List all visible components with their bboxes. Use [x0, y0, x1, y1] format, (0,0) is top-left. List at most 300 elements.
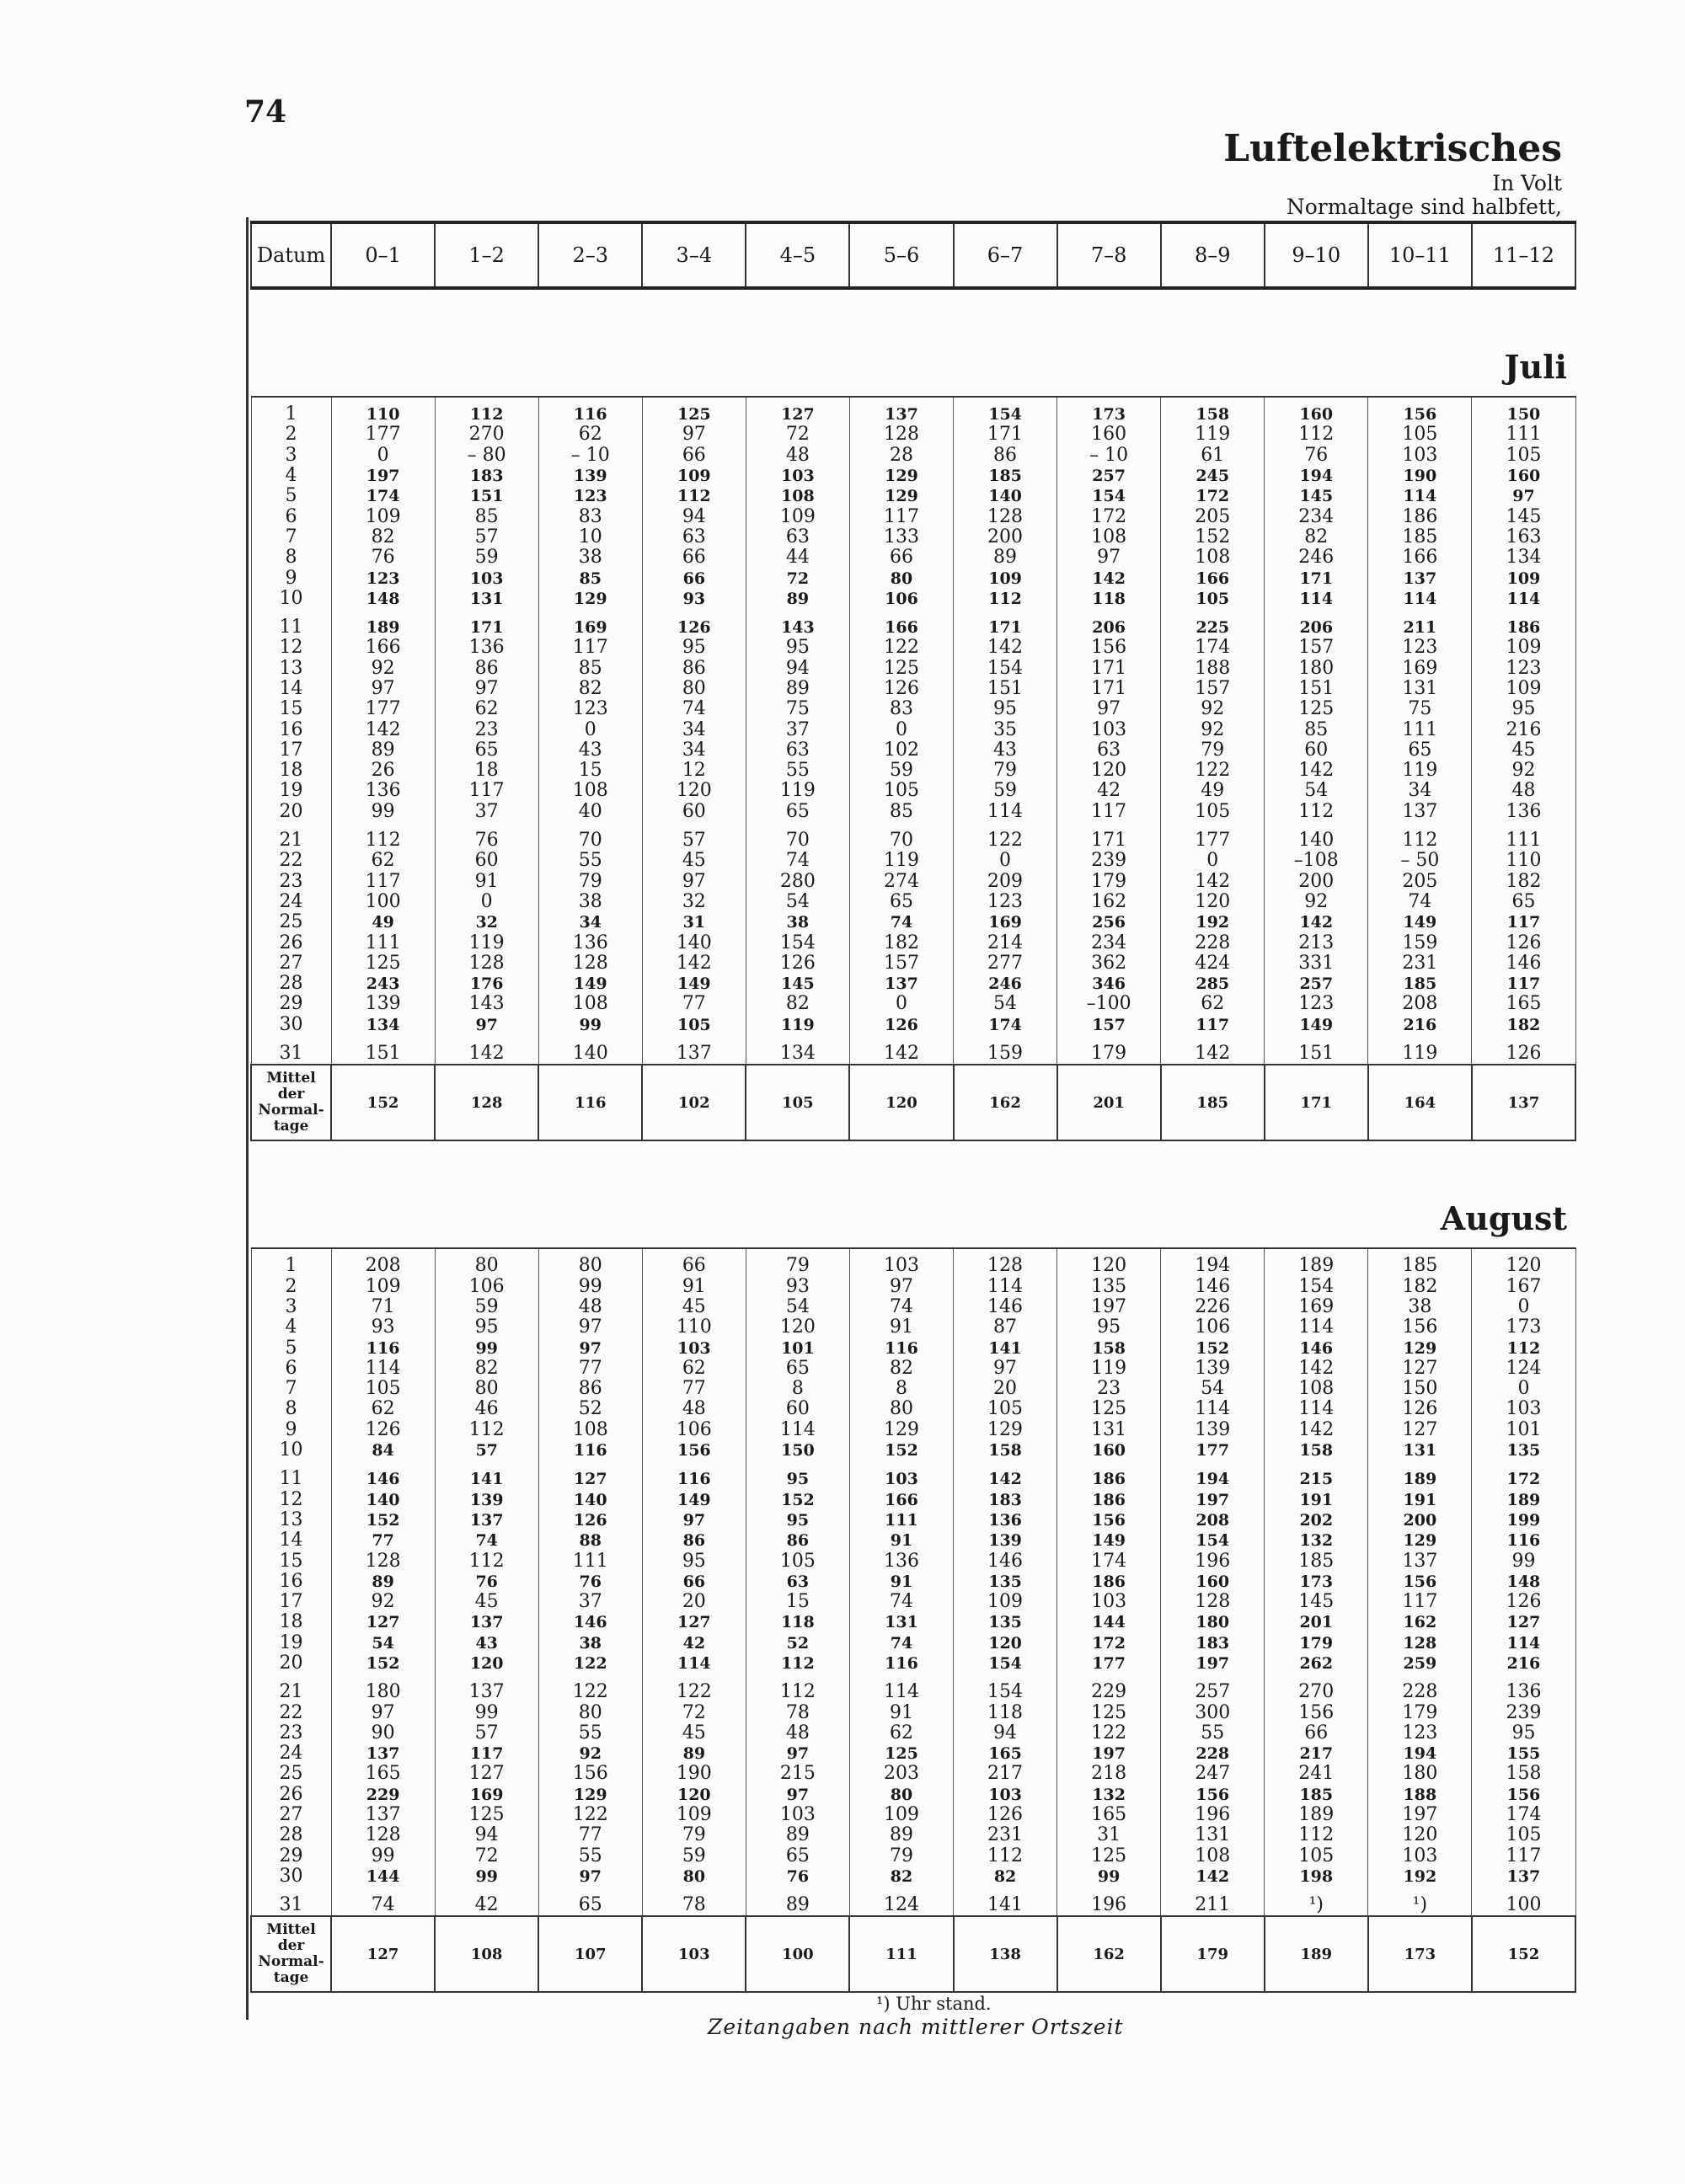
value-cell: 216: [1368, 1015, 1472, 1035]
value-cell: 114: [1368, 589, 1472, 609]
value-cell: 112: [1265, 1825, 1368, 1845]
value-cell: 54: [746, 892, 849, 912]
day-cell: 27: [251, 953, 331, 974]
value-cell: 119: [1161, 425, 1265, 445]
value-cell: 99: [538, 1015, 642, 1035]
table-row: [251, 568, 1575, 588]
value-cell: 234: [1057, 932, 1161, 953]
day-cell: 31: [251, 1887, 331, 1916]
value-cell: 92: [538, 1743, 642, 1764]
value-cell: 135: [1057, 1277, 1161, 1297]
value-cell: 126: [1472, 932, 1575, 953]
value-cell: 126: [746, 953, 849, 974]
value-cell: 72: [746, 568, 849, 588]
value-cell: 154: [954, 1674, 1057, 1702]
value-cell: 82: [538, 679, 642, 699]
value-cell: 103: [1057, 719, 1161, 740]
value-cell: 32: [642, 892, 746, 912]
value-cell: 137: [1368, 802, 1472, 822]
value-cell: 125: [642, 397, 746, 425]
value-cell: 118: [746, 1612, 849, 1632]
day-cell: 16: [251, 1572, 331, 1592]
value-cell: 46: [435, 1399, 538, 1419]
day-cell: 28: [251, 1825, 331, 1845]
value-cell: 111: [1472, 822, 1575, 851]
value-cell: 206: [1265, 609, 1368, 638]
value-cell: 182: [1472, 872, 1575, 892]
mittel-value: 107: [538, 1916, 642, 1992]
value-cell: 122: [1161, 761, 1265, 781]
value-cell: 146: [954, 1297, 1057, 1317]
value-cell: 18: [435, 761, 538, 781]
value-cell: 140: [538, 1035, 642, 1065]
value-cell: 109: [331, 506, 435, 526]
value-cell: 76: [746, 1866, 849, 1887]
value-cell: 156: [538, 1764, 642, 1784]
value-cell: 125: [1265, 699, 1368, 719]
value-cell: 143: [435, 994, 538, 1014]
value-cell: 62: [538, 425, 642, 445]
value-cell: 86: [954, 446, 1057, 466]
value-cell: 132: [1265, 1530, 1368, 1551]
value-cell: 79: [849, 1846, 953, 1866]
value-cell: 129: [1368, 1530, 1472, 1551]
value-cell: 85: [435, 506, 538, 526]
value-cell: 129: [849, 466, 953, 486]
value-cell: 424: [1161, 953, 1265, 974]
value-cell: 108: [538, 781, 642, 801]
value-cell: 97: [746, 1743, 849, 1764]
value-cell: 128: [331, 1551, 435, 1571]
value-cell: 85: [1265, 719, 1368, 740]
value-cell: 66: [642, 547, 746, 568]
value-cell: 97: [331, 1702, 435, 1722]
value-cell: 177: [1057, 1653, 1161, 1674]
value-cell: 111: [538, 1551, 642, 1571]
value-cell: 152: [1161, 1338, 1265, 1358]
value-cell: 145: [1472, 506, 1575, 526]
day-cell: 23: [251, 872, 331, 892]
day-cell: 30: [251, 1015, 331, 1035]
day-cell: 10: [251, 589, 331, 609]
value-cell: 142: [435, 1035, 538, 1065]
value-cell: 34: [642, 719, 746, 740]
day-cell: 26: [251, 932, 331, 953]
value-cell: 142: [1265, 1359, 1368, 1379]
value-cell: 92: [1161, 719, 1265, 740]
value-cell: 142: [1057, 568, 1161, 588]
value-cell: 246: [954, 974, 1057, 994]
value-cell: 86: [642, 1530, 746, 1551]
day-cell: 15: [251, 1551, 331, 1571]
value-cell: 91: [435, 872, 538, 892]
value-cell: 142: [1265, 761, 1368, 781]
value-cell: 174: [1472, 1805, 1575, 1825]
value-cell: 186: [1057, 1460, 1161, 1489]
value-cell: 117: [435, 1743, 538, 1764]
table-row: [251, 446, 1575, 466]
table-row: [251, 851, 1575, 871]
value-cell: 186: [1057, 1572, 1161, 1592]
table-row: [251, 1420, 1575, 1440]
value-cell: 89: [746, 679, 849, 699]
value-cell: 82: [849, 1866, 953, 1887]
value-cell: 91: [642, 1277, 746, 1297]
value-cell: 55: [538, 851, 642, 871]
day-cell: 27: [251, 1805, 331, 1825]
table-row: [251, 719, 1575, 740]
value-cell: 20: [642, 1592, 746, 1612]
value-cell: 114: [1161, 1399, 1265, 1419]
value-cell: 231: [1368, 953, 1472, 974]
value-cell: 169: [954, 912, 1057, 932]
value-cell: 119: [849, 851, 953, 871]
table-row: [251, 1866, 1575, 1887]
value-cell: 122: [538, 1653, 642, 1674]
value-cell: 82: [435, 1359, 538, 1379]
value-cell: 171: [1057, 659, 1161, 679]
value-cell: 142: [954, 638, 1057, 658]
value-cell: 137: [642, 1035, 746, 1065]
mittel-label: Mittel der Normal- tage: [251, 1065, 331, 1140]
value-cell: 105: [642, 1015, 746, 1035]
value-cell: 120: [1368, 1825, 1472, 1845]
value-cell: 185: [1265, 1785, 1368, 1805]
value-cell: 109: [746, 506, 849, 526]
value-cell: 0: [435, 892, 538, 912]
value-cell: 228: [1161, 1743, 1265, 1764]
value-cell: 216: [1472, 1653, 1575, 1674]
value-cell: 155: [1472, 1743, 1575, 1764]
value-cell: 116: [538, 397, 642, 425]
mittel-value: 189: [1265, 1916, 1368, 1992]
day-cell: 12: [251, 1489, 331, 1509]
value-cell: 72: [746, 425, 849, 445]
value-cell: 101: [1472, 1420, 1575, 1440]
value-cell: 151: [954, 679, 1057, 699]
value-cell: 114: [849, 1674, 953, 1702]
value-cell: 126: [849, 679, 953, 699]
value-cell: 150: [1472, 397, 1575, 425]
value-cell: 110: [1472, 851, 1575, 871]
value-cell: 105: [1472, 446, 1575, 466]
value-cell: 95: [1057, 1317, 1161, 1338]
value-cell: 89: [331, 740, 435, 761]
value-cell: 346: [1057, 974, 1161, 994]
table-row: [251, 1399, 1575, 1419]
value-cell: 103: [1472, 1399, 1575, 1419]
value-cell: 100: [1472, 1887, 1575, 1916]
value-cell: 126: [642, 609, 746, 638]
value-cell: 97: [538, 1317, 642, 1338]
value-cell: 200: [1265, 872, 1368, 892]
value-cell: 131: [1057, 1420, 1161, 1440]
value-cell: 103: [746, 1805, 849, 1825]
day-cell: 22: [251, 1702, 331, 1722]
header-hour: 4–5: [746, 222, 849, 288]
value-cell: 158: [1265, 1440, 1368, 1460]
value-cell: 100: [331, 892, 435, 912]
header-hour: 1–2: [435, 222, 538, 288]
value-cell: 38: [746, 912, 849, 932]
day-cell: 24: [251, 1743, 331, 1764]
day-cell: 23: [251, 1723, 331, 1743]
value-cell: 183: [435, 466, 538, 486]
value-cell: 137: [1368, 568, 1472, 588]
value-cell: 112: [331, 822, 435, 851]
value-cell: 20: [954, 1379, 1057, 1399]
table-row: [251, 1297, 1575, 1317]
mittel-value: 171: [1265, 1065, 1368, 1140]
value-cell: 128: [435, 953, 538, 974]
value-cell: 145: [1265, 1592, 1368, 1612]
value-cell: 45: [435, 1592, 538, 1612]
mittel-value: 162: [954, 1065, 1057, 1140]
value-cell: 257: [1057, 466, 1161, 486]
value-cell: 202: [1265, 1510, 1368, 1530]
value-cell: 139: [954, 1530, 1057, 1551]
value-cell: 133: [849, 527, 953, 547]
value-cell: 134: [1472, 547, 1575, 568]
day-cell: 3: [251, 446, 331, 466]
value-cell: 57: [435, 1440, 538, 1460]
value-cell: 112: [1472, 1338, 1575, 1358]
value-cell: 197: [1057, 1743, 1161, 1764]
value-cell: 63: [1057, 740, 1161, 761]
value-cell: 34: [642, 740, 746, 761]
value-cell: 156: [1368, 397, 1472, 425]
value-cell: 0: [1472, 1379, 1575, 1399]
value-cell: 97: [435, 679, 538, 699]
time-note: Zeitangaben nach mittlerer Ortszeit: [708, 2015, 1124, 2039]
value-cell: 166: [1161, 568, 1265, 588]
value-cell: 114: [1265, 589, 1368, 609]
value-cell: 179: [1057, 1035, 1161, 1065]
day-cell: 21: [251, 1674, 331, 1702]
value-cell: 179: [1265, 1633, 1368, 1653]
value-cell: 114: [642, 1653, 746, 1674]
value-cell: 160: [1265, 397, 1368, 425]
value-cell: 239: [1057, 851, 1161, 871]
value-cell: 160: [1472, 466, 1575, 486]
value-cell: 109: [954, 568, 1057, 588]
value-cell: 43: [954, 740, 1057, 761]
value-cell: 52: [746, 1633, 849, 1653]
value-cell: 76: [331, 547, 435, 568]
table-row: [251, 1317, 1575, 1338]
value-cell: 126: [954, 1805, 1057, 1825]
value-cell: 55: [538, 1846, 642, 1866]
value-cell: 191: [1265, 1489, 1368, 1509]
value-cell: 142: [954, 1460, 1057, 1489]
value-cell: 243: [331, 974, 435, 994]
value-cell: 119: [746, 781, 849, 801]
header-hour: 11–12: [1472, 222, 1575, 288]
value-cell: 190: [642, 1764, 746, 1784]
table-row: [251, 1379, 1575, 1399]
table-row: [251, 486, 1575, 506]
value-cell: 122: [642, 1674, 746, 1702]
value-cell: 111: [1472, 425, 1575, 445]
value-cell: 66: [642, 446, 746, 466]
value-cell: 169: [1368, 659, 1472, 679]
day-cell: 17: [251, 740, 331, 761]
value-cell: 63: [642, 527, 746, 547]
value-cell: 60: [746, 1399, 849, 1419]
value-cell: 151: [1265, 1035, 1368, 1065]
value-cell: 95: [746, 638, 849, 658]
value-cell: 72: [435, 1846, 538, 1866]
value-cell: 74: [1368, 892, 1472, 912]
table-row: [251, 1785, 1575, 1805]
value-cell: 120: [746, 1317, 849, 1338]
mittel-value: 108: [435, 1916, 538, 1992]
value-cell: 95: [954, 699, 1057, 719]
value-cell: 97: [746, 1785, 849, 1805]
mittel-value: 127: [331, 1916, 435, 1992]
value-cell: 75: [1368, 699, 1472, 719]
day-cell: 20: [251, 802, 331, 822]
value-cell: 163: [1472, 527, 1575, 547]
value-cell: 229: [331, 1785, 435, 1805]
value-cell: 126: [1472, 1035, 1575, 1065]
value-cell: 196: [1057, 1887, 1161, 1916]
value-cell: 135: [1472, 1440, 1575, 1460]
value-cell: 150: [746, 1440, 849, 1460]
value-cell: 120: [642, 1785, 746, 1805]
value-cell: 141: [435, 1460, 538, 1489]
value-cell: 213: [1265, 932, 1368, 953]
value-cell: 80: [435, 1379, 538, 1399]
day-cell: 22: [251, 851, 331, 871]
value-cell: 189: [1265, 1805, 1368, 1825]
table-row: [251, 1674, 1575, 1702]
value-cell: 125: [1057, 1399, 1161, 1419]
value-cell: 194: [1161, 1248, 1265, 1276]
value-cell: 122: [954, 822, 1057, 851]
value-cell: 137: [331, 1805, 435, 1825]
value-cell: 245: [1161, 466, 1265, 486]
table-row: [251, 1653, 1575, 1674]
value-cell: 87: [954, 1317, 1057, 1338]
value-cell: 103: [1368, 446, 1472, 466]
mittel-value: 100: [746, 1916, 849, 1992]
value-cell: 97: [538, 1866, 642, 1887]
value-cell: 165: [331, 1764, 435, 1784]
value-cell: 151: [1265, 679, 1368, 699]
value-cell: 137: [435, 1612, 538, 1632]
value-cell: 125: [1057, 1846, 1161, 1866]
value-cell: 108: [1265, 1379, 1368, 1399]
value-cell: 129: [1368, 1338, 1472, 1358]
value-cell: 43: [435, 1633, 538, 1653]
table-row: [251, 1572, 1575, 1592]
value-cell: 123: [538, 699, 642, 719]
value-cell: 128: [331, 1825, 435, 1845]
value-cell: 125: [849, 659, 953, 679]
value-cell: 117: [331, 872, 435, 892]
value-cell: 125: [849, 1743, 953, 1764]
value-cell: 117: [538, 638, 642, 658]
value-cell: 123: [331, 568, 435, 588]
value-cell: 124: [849, 1887, 953, 1916]
value-cell: 146: [954, 1551, 1057, 1571]
day-cell: 25: [251, 1764, 331, 1784]
value-cell: 196: [1161, 1805, 1265, 1825]
value-cell: 152: [331, 1653, 435, 1674]
day-cell: 2: [251, 425, 331, 445]
value-cell: 120: [1472, 1248, 1575, 1276]
value-cell: 72: [642, 1702, 746, 1722]
value-cell: 362: [1057, 953, 1161, 974]
day-cell: 9: [251, 568, 331, 588]
day-cell: 7: [251, 527, 331, 547]
value-cell: 172: [1161, 486, 1265, 506]
value-cell: 77: [538, 1825, 642, 1845]
value-cell: 217: [1265, 1743, 1368, 1764]
table-row: [251, 932, 1575, 953]
value-cell: 97: [849, 1277, 953, 1297]
value-cell: 63: [746, 527, 849, 547]
value-cell: 158: [954, 1440, 1057, 1460]
value-cell: 139: [435, 1489, 538, 1509]
value-cell: 225: [1161, 609, 1265, 638]
value-cell: 127: [538, 1460, 642, 1489]
value-cell: 172: [1472, 1460, 1575, 1489]
day-cell: 6: [251, 506, 331, 526]
value-cell: 148: [331, 589, 435, 609]
value-cell: 38: [538, 547, 642, 568]
value-cell: 129: [954, 1420, 1057, 1440]
value-cell: 109: [642, 1805, 746, 1825]
value-cell: 159: [1368, 932, 1472, 953]
value-cell: 112: [1265, 802, 1368, 822]
value-cell: 156: [1057, 638, 1161, 658]
value-cell: 166: [1368, 547, 1472, 568]
value-cell: 82: [331, 527, 435, 547]
table-row: [251, 1743, 1575, 1764]
value-cell: 80: [642, 1866, 746, 1887]
day-cell: 29: [251, 994, 331, 1014]
value-cell: 177: [331, 425, 435, 445]
value-cell: 172: [1057, 1633, 1161, 1653]
value-cell: 177: [1161, 822, 1265, 851]
value-cell: 122: [1057, 1723, 1161, 1743]
value-cell: 140: [331, 1489, 435, 1509]
value-cell: 174: [331, 486, 435, 506]
table-row: [251, 1764, 1575, 1784]
mittel-value: 173: [1368, 1916, 1472, 1992]
value-cell: 142: [331, 719, 435, 740]
value-cell: 97: [1472, 486, 1575, 506]
value-cell: 123: [954, 892, 1057, 912]
value-cell: 119: [1057, 1359, 1161, 1379]
value-cell: 142: [849, 1035, 953, 1065]
mittel-value: 162: [1057, 1916, 1161, 1992]
value-cell: 246: [1265, 547, 1368, 568]
value-cell: 0: [1161, 851, 1265, 871]
value-cell: 118: [954, 1702, 1057, 1722]
value-cell: 148: [1472, 1572, 1575, 1592]
value-cell: 32: [435, 912, 538, 932]
day-cell: 9: [251, 1420, 331, 1440]
table-row: [251, 822, 1575, 851]
mittel-value: 103: [642, 1916, 746, 1992]
value-cell: 99: [1057, 1866, 1161, 1887]
value-cell: 131: [1368, 679, 1472, 699]
table-row: [251, 1440, 1575, 1460]
value-cell: 59: [435, 1297, 538, 1317]
